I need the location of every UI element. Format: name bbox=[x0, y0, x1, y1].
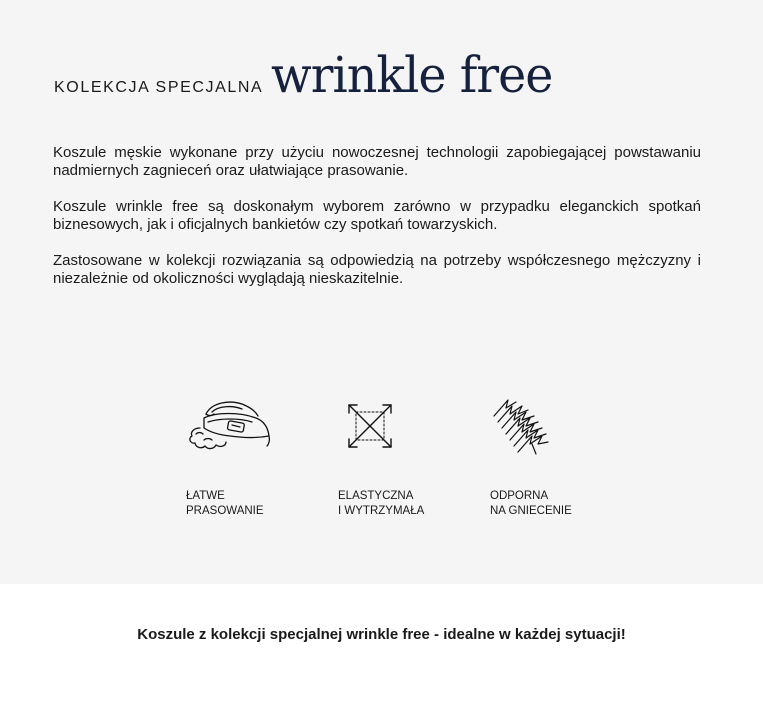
footer-tagline: Koszule z kolekcji specjalnej wrinkle free - idealne w każdej sytuacji! bbox=[137, 626, 626, 643]
description-paragraph-1: Koszule męskie wykonane przy użyciu nowoczesnej technologii zapobiegającej powstawaniu nadmiernych zagnieceń oraz ułatwiające prasowanie. bbox=[53, 144, 701, 179]
zigzag-fabric-icon bbox=[492, 396, 552, 456]
description-paragraph-2: Koszule wrinkle free są doskonałym wyborem zarówno w przypadku eleganckich spotkań biznesowych, jak i oficjalnych bankietów czy spotkań towarzyskich. bbox=[53, 198, 701, 233]
description-paragraph-3: Zastosowane w kolekcji rozwiązania są odpowiedzią na potrzeby współczesnego mężczyzny i niezależnie od okoliczności wyglądają nieskazitelnie. bbox=[53, 252, 701, 287]
feature-label-elastic: ELASTYCZNA I WYTRZYMAŁA bbox=[338, 490, 425, 517]
iron-icon bbox=[186, 398, 272, 454]
collection-label: KOLEKCJA SPECJALNA bbox=[54, 79, 264, 96]
feature-label-easy-ironing: ŁATWE PRASOWANIE bbox=[186, 490, 264, 517]
collection-title: wrinkle free bbox=[271, 46, 553, 104]
stretch-arrows-icon bbox=[346, 402, 394, 450]
feature-label-wrinkle-resistant: ODPORNA NA GNIECENIE bbox=[490, 490, 572, 517]
collection-heading bbox=[54, 46, 568, 104]
